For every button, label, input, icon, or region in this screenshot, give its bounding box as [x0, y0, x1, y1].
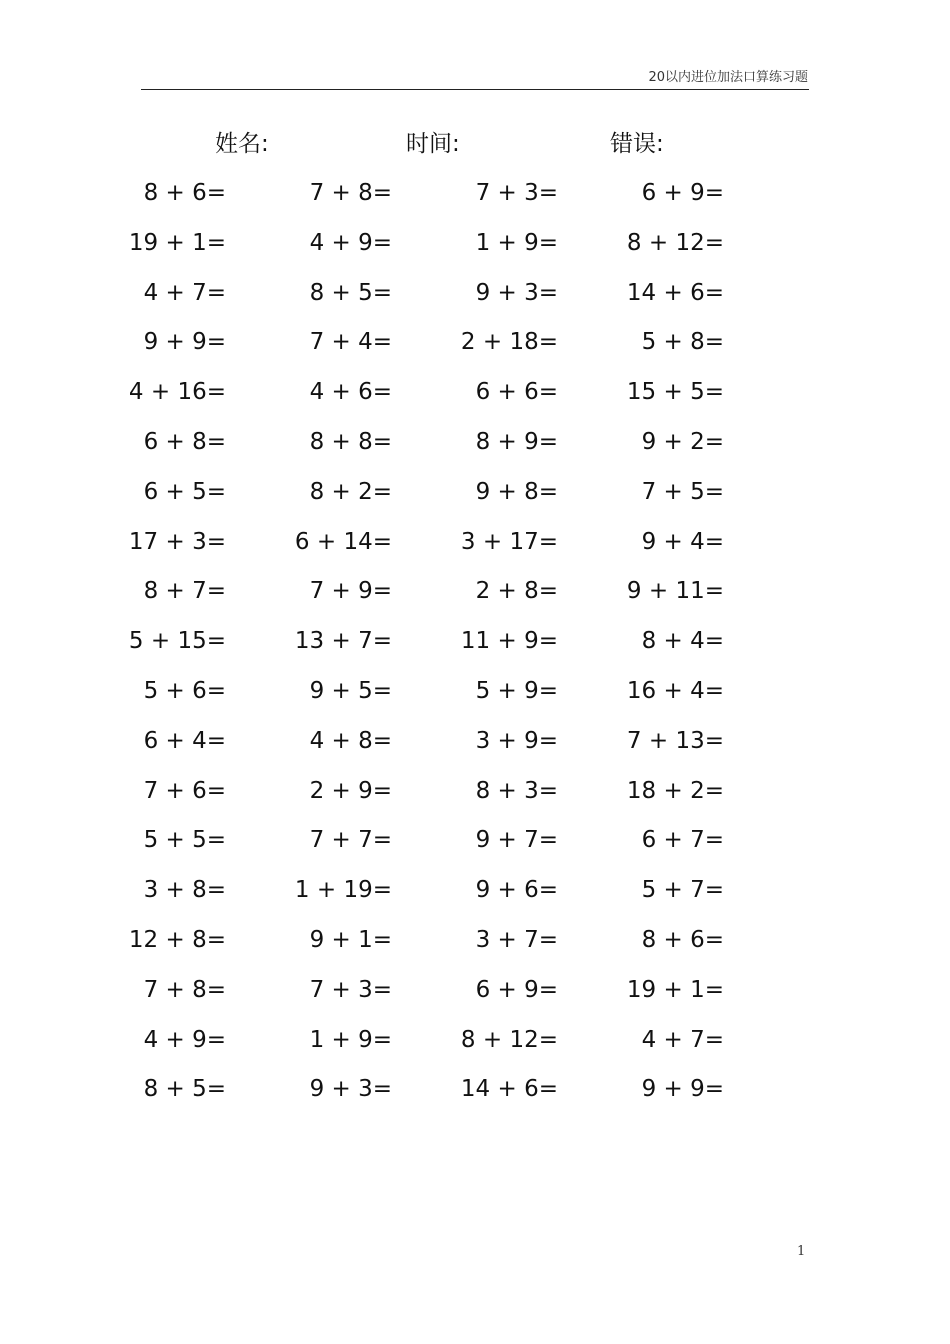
error-field-label: 错误: — [610, 131, 664, 157]
problem-row — [0, 321, 950, 371]
problem-item: 4 + 9= — [143, 1026, 226, 1053]
problem-item: 9 + 6= — [475, 877, 558, 904]
problem-item: 13 + 7= — [294, 628, 392, 655]
time-field-label: 时间: — [406, 131, 460, 157]
problem-item: 8 + 7= — [143, 578, 226, 605]
problem-item: 19 + 1= — [128, 229, 226, 256]
problem-item: 2 + 18= — [460, 329, 558, 356]
problem-item: 4 + 6= — [309, 379, 392, 406]
problem-item: 6 + 6= — [475, 379, 558, 406]
problem-item: 3 + 17= — [460, 528, 558, 555]
problem-item: 8 + 12= — [460, 1026, 558, 1053]
problem-item: 9 + 7= — [475, 827, 558, 854]
problem-row — [0, 1068, 950, 1118]
problem-item: 9 + 9= — [641, 1076, 724, 1103]
problem-item: 1 + 9= — [309, 1026, 392, 1053]
problem-item: 8 + 9= — [475, 428, 558, 455]
problem-row — [0, 371, 950, 421]
problem-row — [0, 570, 950, 620]
problem-row — [0, 521, 950, 571]
problem-item: 17 + 3= — [128, 528, 226, 555]
problem-row — [0, 1019, 950, 1069]
problem-item: 7 + 3= — [475, 180, 558, 206]
problem-item: 4 + 9= — [309, 229, 392, 256]
problem-row — [0, 421, 950, 471]
problem-item: 2 + 8= — [475, 578, 558, 605]
header-divider — [141, 89, 809, 90]
problem-item: 6 + 14= — [294, 528, 392, 555]
problem-item: 5 + 15= — [128, 628, 226, 655]
problem-item: 5 + 9= — [475, 677, 558, 704]
problem-item: 6 + 9= — [475, 976, 558, 1003]
problem-item: 5 + 7= — [641, 877, 724, 904]
problem-item: 16 + 4= — [626, 677, 724, 704]
problem-item: 5 + 6= — [143, 677, 226, 704]
problem-row — [0, 819, 950, 869]
problem-item: 8 + 4= — [641, 628, 724, 655]
problem-item: 9 + 3= — [309, 1076, 392, 1103]
problem-item: 1 + 19= — [294, 877, 392, 904]
problem-item: 8 + 5= — [143, 1076, 226, 1103]
problem-item: 9 + 3= — [475, 279, 558, 306]
problem-item: 6 + 8= — [143, 428, 226, 455]
problem-item: 7 + 8= — [309, 180, 392, 206]
problem-row — [0, 969, 950, 1019]
problem-item: 9 + 5= — [309, 677, 392, 704]
problem-row — [0, 222, 950, 272]
problem-item: 18 + 2= — [626, 777, 724, 804]
problem-item: 5 + 5= — [143, 827, 226, 854]
problem-item: 8 + 5= — [309, 279, 392, 306]
problem-item: 8 + 3= — [475, 777, 558, 804]
problem-item: 7 + 6= — [143, 777, 226, 804]
problem-item: 8 + 2= — [309, 478, 392, 505]
problem-item: 6 + 7= — [641, 827, 724, 854]
problem-item: 9 + 2= — [641, 428, 724, 455]
problem-item: 7 + 9= — [309, 578, 392, 605]
problem-item: 3 + 7= — [475, 926, 558, 953]
problem-item: 5 + 8= — [641, 329, 724, 356]
problem-row — [0, 670, 950, 720]
problem-item: 1 + 9= — [475, 229, 558, 256]
problem-row — [0, 272, 950, 322]
problem-item: 4 + 7= — [143, 279, 226, 306]
problem-item: 15 + 5= — [626, 379, 724, 406]
problem-item: 9 + 11= — [626, 578, 724, 605]
problem-row — [0, 720, 950, 770]
problem-row — [0, 919, 950, 969]
problem-item: 11 + 9= — [460, 628, 558, 655]
problem-item: 4 + 8= — [309, 727, 392, 754]
problem-item: 7 + 7= — [309, 827, 392, 854]
problem-row — [0, 869, 950, 919]
problem-item: 2 + 9= — [309, 777, 392, 804]
problem-item: 6 + 4= — [143, 727, 226, 754]
problem-item: 9 + 9= — [143, 329, 226, 356]
problem-item: 3 + 9= — [475, 727, 558, 754]
problem-row — [0, 172, 950, 222]
problem-item: 9 + 1= — [309, 926, 392, 953]
problem-item: 8 + 8= — [309, 428, 392, 455]
problem-row — [0, 471, 950, 521]
problem-item: 8 + 6= — [143, 180, 226, 206]
problem-row — [0, 620, 950, 670]
problem-item: 7 + 8= — [143, 976, 226, 1003]
name-field-label: 姓名: — [215, 131, 269, 157]
problem-item: 6 + 5= — [143, 478, 226, 505]
problem-item: 14 + 6= — [626, 279, 724, 306]
problem-item: 9 + 8= — [475, 478, 558, 505]
problem-row — [0, 770, 950, 820]
problem-item: 7 + 3= — [309, 976, 392, 1003]
problem-item: 19 + 1= — [626, 976, 724, 1003]
problem-item: 12 + 8= — [128, 926, 226, 953]
problem-item: 8 + 12= — [626, 229, 724, 256]
problem-item: 4 + 16= — [128, 379, 226, 406]
problem-item: 4 + 7= — [641, 1026, 724, 1053]
problem-item: 3 + 8= — [143, 877, 226, 904]
header-title: 20以内进位加法口算练习题 — [648, 70, 808, 85]
problem-item: 8 + 6= — [641, 926, 724, 953]
problem-item: 9 + 4= — [641, 528, 724, 555]
problem-item: 14 + 6= — [460, 1076, 558, 1103]
problem-grid — [0, 172, 950, 1118]
problem-item: 7 + 13= — [626, 727, 724, 754]
problem-item: 6 + 9= — [641, 180, 724, 206]
page-number: 1 — [797, 1244, 806, 1259]
problem-item: 7 + 4= — [309, 329, 392, 356]
problem-item: 7 + 5= — [641, 478, 724, 505]
